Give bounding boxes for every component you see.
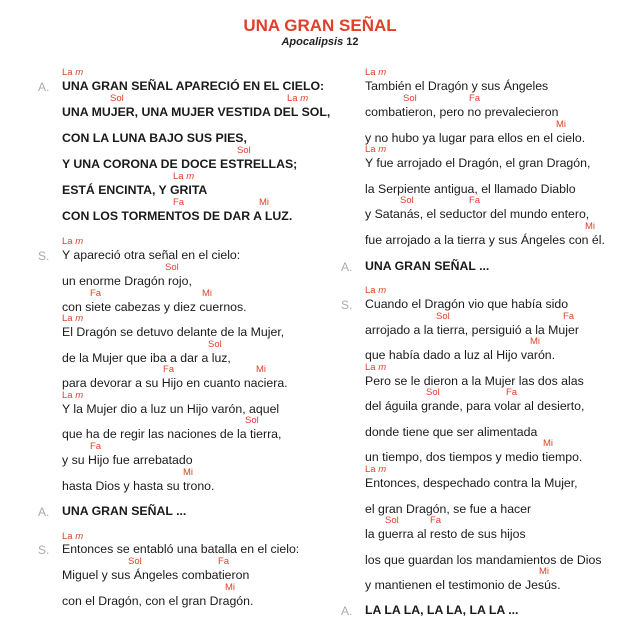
chord-name: Sol: [426, 387, 440, 398]
chord-label: [365, 144, 386, 155]
chord-name: Mi: [585, 221, 596, 232]
verse-line: Y la Mujer dio a luz un Hijo varón, aquel: [62, 402, 280, 416]
chord-name: Sol: [400, 195, 414, 206]
chord-minor-marker: m: [75, 390, 84, 401]
chord-label: [110, 93, 124, 104]
chord-minor-marker: m: [75, 313, 84, 324]
chord-label: [385, 515, 399, 526]
chord-name: La: [173, 171, 184, 182]
chord-name: Fa: [469, 195, 481, 206]
chord-name: La: [365, 144, 376, 155]
refrain-line: Y UNA CORONA DE DOCE ESTRELLAS;: [62, 157, 298, 171]
chord-label: [365, 67, 386, 78]
chord-minor-marker: m: [378, 464, 387, 475]
chord-name: Fa: [506, 387, 518, 398]
chord-label: [173, 171, 194, 182]
chord-name: La: [62, 531, 73, 542]
chord-label: [245, 415, 259, 426]
verse-line: También el Dragón y sus Ángeles: [365, 79, 549, 93]
chord-name: Fa: [218, 556, 230, 567]
verse-line: hasta Dios y hasta su trono.: [62, 479, 215, 493]
chord-label: [543, 438, 553, 449]
verse-line: combatieron, pero no prevalecieron: [365, 105, 559, 119]
chord-label: [208, 339, 222, 350]
chord-name: Sol: [385, 515, 399, 526]
chord-minor-marker: m: [378, 67, 387, 78]
chord-label: [202, 288, 212, 299]
chord-minor-marker: m: [186, 171, 195, 182]
chord-name: Sol: [436, 311, 450, 322]
chord-name: La: [365, 464, 376, 475]
chord-name: Sol: [110, 93, 124, 104]
verse-line: con siete cabezas y diez cuernos.: [62, 300, 247, 314]
chord-label: [365, 464, 386, 475]
chord-minor-marker: m: [378, 144, 387, 155]
verse-line: arrojado a la tierra, persiguió a la Mujer: [365, 323, 579, 337]
role-marker: A.: [38, 505, 50, 519]
verse-line: del águila grande, para volar al desierto,: [365, 399, 585, 413]
chord-name: La: [287, 93, 298, 104]
refrain-line: CON LA LUNA BAJO SUS PIES,: [62, 131, 247, 145]
role-marker: A.: [341, 260, 353, 274]
chord-label: [163, 364, 174, 375]
chord-label: [62, 531, 83, 542]
verse-line: y no hubo ya lugar para ellos en el cielo.: [365, 131, 586, 145]
chord-label: [183, 467, 193, 478]
chord-name: La: [62, 313, 73, 324]
chord-name: Mi: [225, 582, 236, 593]
chord-label: [539, 566, 549, 577]
chord-label: [218, 556, 229, 567]
chord-label: [287, 93, 308, 104]
chord-label: [62, 313, 83, 324]
chord-name: Fa: [563, 311, 575, 322]
verse-line: para devorar a su Hijo en cuanto naciera.: [62, 376, 288, 390]
verse-line: un tiempo, dos tiempos y medio tiempo.: [365, 450, 583, 464]
verse-line: El Dragón se detuvo delante de la Mujer,: [62, 325, 285, 339]
verse-line: y mantienen el testimonio de Jesús.: [365, 578, 561, 592]
chord-name: Fa: [90, 441, 102, 452]
chord-minor-marker: m: [378, 362, 387, 373]
chord-name: La: [62, 390, 73, 401]
verse-line: el gran Dragón, se fue a hacer: [365, 502, 532, 516]
chord-name: Mi: [539, 566, 550, 577]
chord-label: [563, 311, 574, 322]
chord-label: [403, 93, 417, 104]
scripture-chapter: 12: [346, 36, 359, 48]
verse-line: Y apareció otra señal en el cielo:: [62, 248, 241, 262]
chord-label: [469, 93, 480, 104]
chord-label: [426, 387, 440, 398]
refrain-line: LA LA LA, LA LA, LA LA ...: [365, 603, 519, 617]
chord-label: [556, 119, 566, 130]
chord-label: [365, 362, 386, 373]
verse-line: que había dado a luz al Hijo varón.: [365, 348, 556, 362]
refrain-line: CON LOS TORMENTOS DE DAR A LUZ.: [62, 209, 293, 223]
chord-label: [90, 441, 101, 452]
song-title: UNA GRAN SEÑAL: [243, 16, 397, 35]
chord-name: La: [365, 362, 376, 373]
chord-name: Sol: [237, 145, 251, 156]
chord-label: [365, 285, 386, 296]
chord-label: [62, 67, 83, 78]
chord-label: [530, 336, 540, 347]
chord-label: [225, 582, 235, 593]
chord-name: La: [62, 67, 73, 78]
chord-name: Mi: [259, 197, 270, 208]
verse-line: donde tiene que ser alimentada: [365, 425, 538, 439]
verse-line: Pero se le dieron a la Mujer las dos alas: [365, 374, 584, 388]
chord-name: Sol: [208, 339, 222, 350]
chord-name: Mi: [183, 467, 194, 478]
chord-label: [430, 515, 441, 526]
chord-name: Fa: [430, 515, 442, 526]
chord-label: [436, 311, 450, 322]
chord-name: Sol: [245, 415, 259, 426]
song-subtitle: [0, 36, 640, 48]
chord-label: [400, 195, 414, 206]
chord-name: La: [365, 285, 376, 296]
chord-label: [256, 364, 266, 375]
chord-name: Mi: [256, 364, 267, 375]
refrain-line: UNA GRAN SEÑAL APARECIÓ EN EL CIELO:: [62, 79, 325, 93]
chord-name: Fa: [173, 197, 185, 208]
verse-line: un enorme Dragón rojo,: [62, 274, 192, 288]
chord-name: Sol: [128, 556, 142, 567]
chord-minor-marker: m: [75, 67, 84, 78]
chord-name: Mi: [530, 336, 541, 347]
chord-label: [173, 197, 184, 208]
chord-label: [237, 145, 251, 156]
chord-name: Fa: [469, 93, 481, 104]
chord-label: [259, 197, 269, 208]
chord-name: Mi: [202, 288, 213, 299]
chord-label: [62, 236, 83, 247]
verse-line: y su Hijo fue arrebatado: [62, 453, 193, 467]
verse-line: fue arrojado a la tierra y sus Ángeles con él.: [365, 233, 605, 247]
role-marker: S.: [38, 249, 50, 263]
chord-name: Sol: [403, 93, 417, 104]
verse-line: y Satanás, el seductor del mundo entero,: [365, 207, 590, 221]
scripture-book: Apocalipsis: [281, 36, 344, 48]
chord-label: [90, 288, 101, 299]
chord-name: Mi: [556, 119, 567, 130]
role-marker: A.: [38, 80, 50, 94]
chord-name: La: [365, 67, 376, 78]
chord-minor-marker: m: [75, 531, 84, 542]
verse-line: Entonces se entabló una batalla en el cielo:: [62, 542, 300, 556]
refrain-line: UNA MUJER, UNA MUJER VESTIDA DEL SOL,: [62, 105, 331, 119]
role-marker: S.: [38, 543, 50, 557]
verse-line: Miguel y sus Ángeles combatieron: [62, 568, 250, 582]
refrain-line: ESTÁ ENCINTA, Y GRITA: [62, 183, 208, 197]
verse-line: Y fue arrojado el Dragón, el gran Dragón,: [365, 156, 591, 170]
verse-line: de la Mujer que iba a dar a luz,: [62, 351, 231, 365]
chord-label: [506, 387, 517, 398]
role-marker: A.: [341, 604, 353, 618]
chord-name: Mi: [543, 438, 554, 449]
verse-line: Cuando el Dragón vio que había sido: [365, 297, 569, 311]
role-marker: S.: [341, 298, 353, 312]
verse-line: la guerra al resto de sus hijos: [365, 527, 526, 541]
verse-line: que ha de regir las naciones de la tierra,: [62, 427, 282, 441]
chord-label: [469, 195, 480, 206]
chord-label: [62, 390, 83, 401]
chord-name: Fa: [90, 288, 102, 299]
verse-line: con el Dragón, con el gran Dragón.: [62, 594, 254, 608]
verse-line: Entonces, despechado contra la Mujer,: [365, 476, 578, 490]
chord-name: La: [62, 236, 73, 247]
chord-name: Fa: [163, 364, 175, 375]
chord-minor-marker: m: [300, 93, 309, 104]
chord-name: Sol: [165, 262, 179, 273]
verse-line: los que guardan los mandamientos de Dios: [365, 553, 602, 567]
chord-label: [165, 262, 179, 273]
chord-label: [128, 556, 142, 567]
chord-minor-marker: m: [378, 285, 387, 296]
refrain-line: UNA GRAN SEÑAL ...: [62, 504, 187, 518]
chord-label: [585, 221, 595, 232]
chord-minor-marker: m: [75, 236, 84, 247]
refrain-line: UNA GRAN SEÑAL ...: [365, 259, 490, 273]
verse-line: la Serpiente antigua, el llamado Diablo: [365, 182, 576, 196]
